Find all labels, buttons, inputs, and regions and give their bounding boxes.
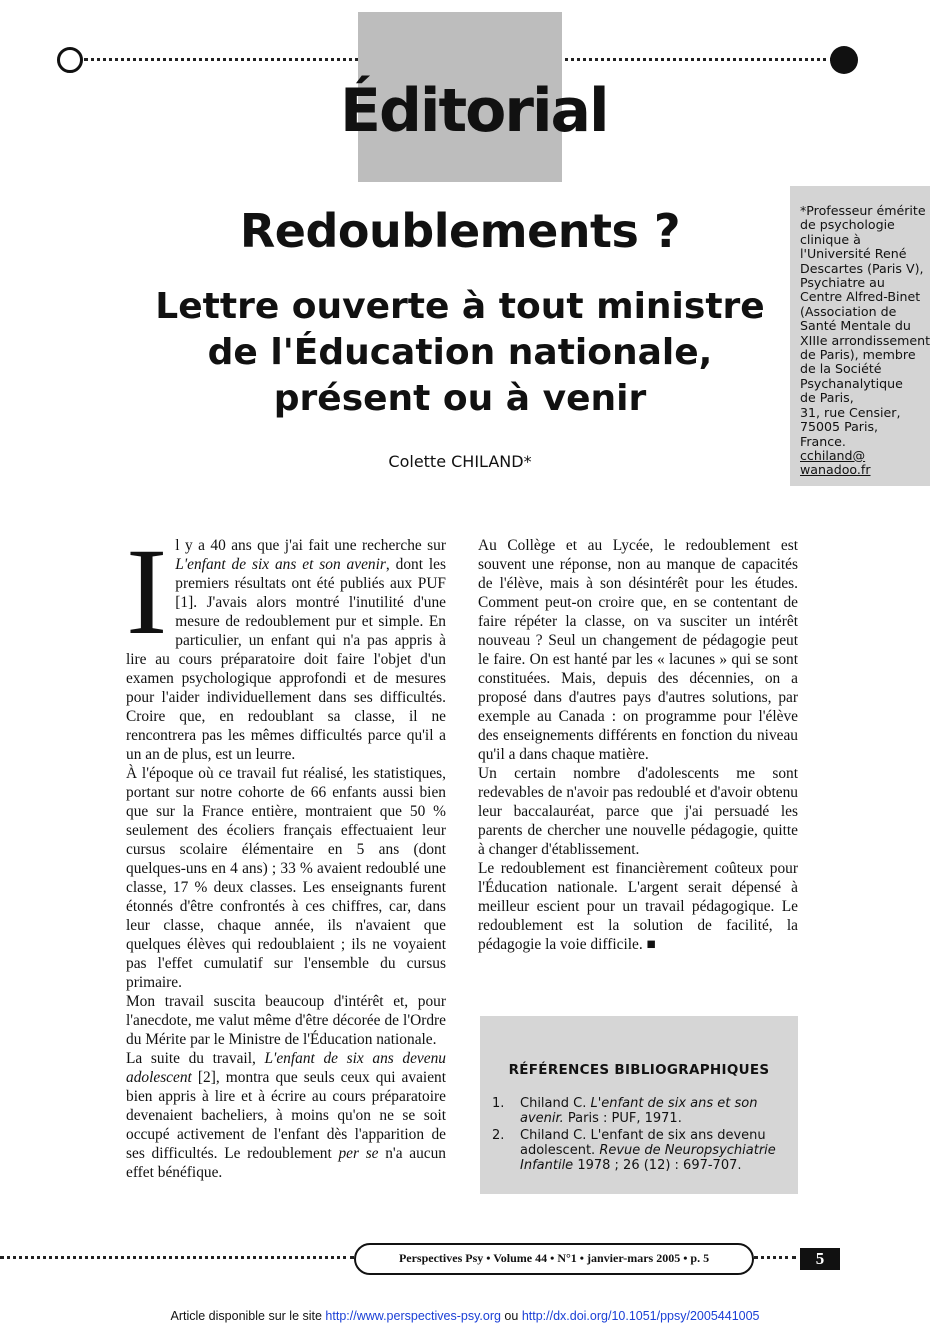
affiliation-line: Descartes (Paris V), (800, 260, 924, 276)
affiliation-line: (Association de (800, 303, 897, 319)
references-title: RÉFÉRENCES BIBLIOGRAPHIQUES (508, 1062, 770, 1078)
end-of-article-icon: ■ (646, 936, 656, 953)
body-column-left (126, 523, 446, 1182)
affiliation-line: Psychanalytique (800, 375, 903, 391)
reference-item: 2. Chiland C. L'enfant de six ans devenu adolescent. Revue de Neuropsychiatrie Infantile 1978 ; 26 (12) : 697-707. (492, 1128, 776, 1173)
affiliation-line: *Professeur émérite (800, 203, 926, 218)
affiliation-line: de Paris, (800, 390, 854, 406)
references-list (492, 1096, 786, 1173)
body-paragraph: Un certain nombre d'adolescents me sont redevables de n'avoir pas redoublé et d'avoir obtenu leur baccalauréat, parce que j'ai persuadé les parents de chercher une nouvelle pédagogie, quitte à changer d'établissement. (478, 765, 798, 858)
affiliation-line: Santé Mentale du (800, 318, 911, 334)
affiliation-line: de la Société (800, 361, 882, 377)
affiliation-line: 75005 Paris, (800, 419, 879, 435)
body-paragraph: Au Collège et au Lycée, le redoublement est souvent une réponse, non au manque de capacités de l'élève, mais à son désintérêt pour les études. Comment peut-on croire que, en se contentant de faire répéter la classe, on va susciter un intérêt nouveau ? Seul un changement de pédagogie peut le faire. On est hanté par les « lacunes » qui se sont constituées. Mais, depuis des décennies, on a proposé dans d'autres pays d'autres solutions, par exemple au Canada : on programme pour l'élève des enseignements différents en fonction du niveau qu'il a dans chaque matière. (478, 537, 798, 763)
body-paragraph: À l'époque où ce travail fut réalisé, les statistiques, portant sur notre cohorte de 66 enfants aussi bien que sur la France entière, montraient que 50 % seulement des écoliers français effectuaient leur cursus scolaire élémentaire en 5 ans (dont quelques-uns en 4 ans) ; 33 % avaient redoublé une classe, 17 % deux classes. Les enseignants furent étonnés d'être confrontés à ces chiffres, car, dans leur classe, chaque année, ils n'avaient que quelques élèves qui redoublaient ; ils ne voyaient pas l'effet cumulatif sur l'ensemble du cursus primaire. (126, 765, 446, 991)
body-paragraph: Mon travail suscita beaucoup d'intérêt et, pour l'anecdote, me valut même d'être décorée de l'Ordre du Mérite par le Ministre de l'Éducation nationale. (126, 993, 446, 1048)
subtitle-line: présent ou à venir (273, 378, 647, 419)
author-email-link[interactable]: cchiland@ (800, 447, 866, 463)
dotted-line (754, 1256, 796, 1259)
affiliation-line: l'Université René (800, 246, 907, 262)
dotted-line (0, 1256, 354, 1259)
open-circle-icon (57, 47, 83, 73)
filled-circle-icon (830, 46, 858, 74)
author-email-link[interactable]: wanadoo.fr (800, 462, 871, 478)
affiliation-line: de Paris), membre (800, 347, 916, 363)
body-paragraph: La suite du travail, L'enfant de six ans devenu adolescent [2], montra que seuls ceux qui avaient bien appris à lire et à écrire au cours préparatoire devenaient bacheliers, à moins qu'on ne se soit occupé activement de l'enfant dès l'apparition de ses difficultés. Le redoublement per se n'a aucun effet bénéfique. (126, 1050, 446, 1181)
references-box (480, 1016, 798, 1194)
affiliation-line: Centre Alfred-Binet (800, 289, 921, 305)
author-affiliation (790, 186, 930, 486)
availability-note: Article disponible sur le site http://www.perspectives-psy.org ou http://dx.doi.org/10.1051/ppsy/2005441005 (170, 1309, 760, 1323)
page-number: 5 (800, 1248, 840, 1270)
journal-footer: Perspectives Psy • Volume 44 • N°1 • janvier-mars 2005 • p. 5 (354, 1243, 754, 1275)
affiliation-line: XIIIe arrondissement (800, 332, 930, 348)
article-subtitle (150, 284, 770, 422)
affiliation-line: de psychologie (800, 217, 895, 233)
affiliation-line: France. (800, 433, 846, 449)
affiliation-line: clinique à (800, 231, 861, 247)
subtitle-line: Lettre ouverte à tout ministre (155, 286, 765, 327)
reference-item: 1. Chiland C. L'enfant de six ans et son avenir. Paris : PUF, 1971. (492, 1096, 758, 1126)
affiliation-line: 31, rue Censier, (800, 404, 901, 420)
article-author: Colette CHILAND* (388, 452, 532, 471)
body-column-right (478, 536, 798, 954)
drop-cap: I (126, 523, 168, 660)
doi-link[interactable]: http://dx.doi.org/10.1051/ppsy/2005441005 (521, 1309, 760, 1323)
subtitle-line: de l'Éducation nationale, (207, 332, 713, 373)
article-title: Redoublements ? (239, 204, 681, 258)
body-paragraph: l y a 40 ans que j'ai fait une recherche sur L'enfant de six ans et son avenir, dont les premiers résultats ont été publiés aux PUF [1]. J'avais alors montré l'inutilité d'une mesure de redoublement pur et simple. En particulier, un enfant qui n'a pas appris à lire au cours préparatoire doit faire l'objet d'un examen psychologique approfondi et de mesures pour l'aider individuellement dans ses difficultés. Croire que, en redoublant sa classe, il ne rencontrera pas les mêmes difficultés parce qu'il a un an de plus, est un leurre. (126, 537, 446, 763)
body-paragraph: Le redoublement est financièrement coûteux pour l'Éducation nationale. L'argent serait dépensé à meilleur escient pour un travail pédagogique. Le redoublement est la solution de facilité, la pédagogie la voie difficile. ■ (478, 860, 798, 953)
journal-site-link[interactable]: http://www.perspectives-psy.org (325, 1309, 501, 1323)
affiliation-line: Psychiatre au (800, 275, 885, 291)
section-label: Éditorial (340, 76, 608, 146)
